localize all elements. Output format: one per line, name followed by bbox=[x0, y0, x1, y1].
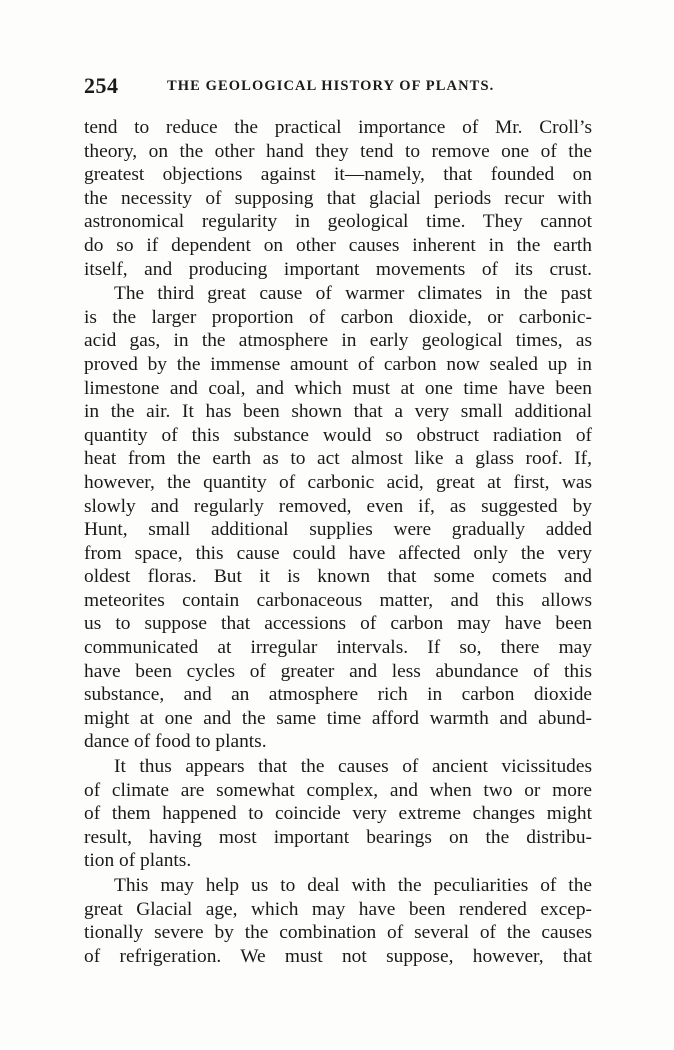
paragraph-2 bbox=[84, 282, 592, 754]
text-line: of refrigeration. We must not suppose, however, that bbox=[84, 945, 592, 967]
text-line: theory, on the other hand they tend to remove one of the bbox=[84, 140, 592, 162]
text-line: It thus appears that the causes of ancient vicissitudes bbox=[114, 756, 592, 778]
paragraph-1 bbox=[84, 116, 592, 281]
running-title: THE GEOLOGICAL HISTORY OF PLANTS. bbox=[167, 78, 495, 94]
paragraph-4 bbox=[84, 874, 592, 968]
text-line: The third great cause of warmer climates in the past bbox=[114, 283, 592, 305]
text-line: heat from the earth as to act almost like a glass roof. If, bbox=[84, 448, 592, 470]
text-line: great Glacial age, which may have been rendered excep- bbox=[84, 898, 592, 920]
text-line: communicated at irregular intervals. If so, there may bbox=[84, 637, 592, 659]
text-line: This may help us to deal with the peculiarities of the bbox=[114, 875, 592, 896]
text-line: proved by the immense amount of carbon now sealed up in bbox=[84, 353, 592, 375]
text-line: in the air. It has been shown that a very small additional bbox=[84, 401, 592, 423]
text-line: might at one and the same time afford warmth and abund- bbox=[84, 707, 592, 729]
text-line: from space, this cause could have affected only the very bbox=[84, 542, 592, 564]
text-line: tionally severe by the combination of several of the causes bbox=[84, 922, 592, 944]
text-line: us to suppose that accessions of carbon may have been bbox=[84, 613, 592, 635]
text-line: oldest floras. But it is known that some comets and bbox=[84, 566, 592, 588]
text-line: tend to reduce the practical importance of Mr. Croll’s bbox=[84, 117, 592, 138]
text-line: acid gas, in the atmosphere in early geological times, as bbox=[84, 330, 592, 352]
text-line: the necessity of supposing that glacial periods recur with bbox=[84, 187, 592, 209]
text-line: meteorites contain carbonaceous matter, and this allows bbox=[84, 589, 592, 611]
paragraph-3 bbox=[84, 755, 592, 873]
text-line: however, the quantity of carbonic acid, great at first, was bbox=[84, 471, 592, 493]
text-line: tion of plants. bbox=[84, 850, 192, 872]
text-line: result, having most important bearings on the distribu- bbox=[84, 826, 592, 848]
page-header bbox=[84, 73, 590, 101]
text-line: Hunt, small additional supplies were gradually added bbox=[84, 519, 592, 541]
text-line: itself, and producing important movements of its crust. bbox=[84, 258, 592, 280]
text-line: dance of food to plants. bbox=[84, 731, 267, 753]
text-line: greatest objections against it—namely, that founded on bbox=[84, 164, 592, 186]
text-line: limestone and coal, and which must at one time have been bbox=[84, 377, 592, 399]
text-line: of them happened to coincide very extreme changes might bbox=[84, 803, 592, 825]
text-line: substance, and an atmosphere rich in carbon dioxide bbox=[84, 684, 592, 706]
text-line: astronomical regularity in geological time. They cannot bbox=[84, 211, 592, 233]
page-number: 254 bbox=[84, 73, 119, 98]
text-line: have been cycles of greater and less abundance of this bbox=[84, 660, 592, 682]
page-body bbox=[84, 116, 592, 968]
text-line: quantity of this substance would so obstruct radiation of bbox=[84, 424, 592, 446]
text-line: of climate are somewhat complex, and when two or more bbox=[84, 779, 592, 801]
text-line: is the larger proportion of carbon dioxide, or carbonic- bbox=[84, 306, 592, 328]
text-line: slowly and regularly removed, even if, as suggested by bbox=[84, 495, 592, 517]
text-line: do so if dependent on other causes inherent in the earth bbox=[84, 234, 592, 256]
